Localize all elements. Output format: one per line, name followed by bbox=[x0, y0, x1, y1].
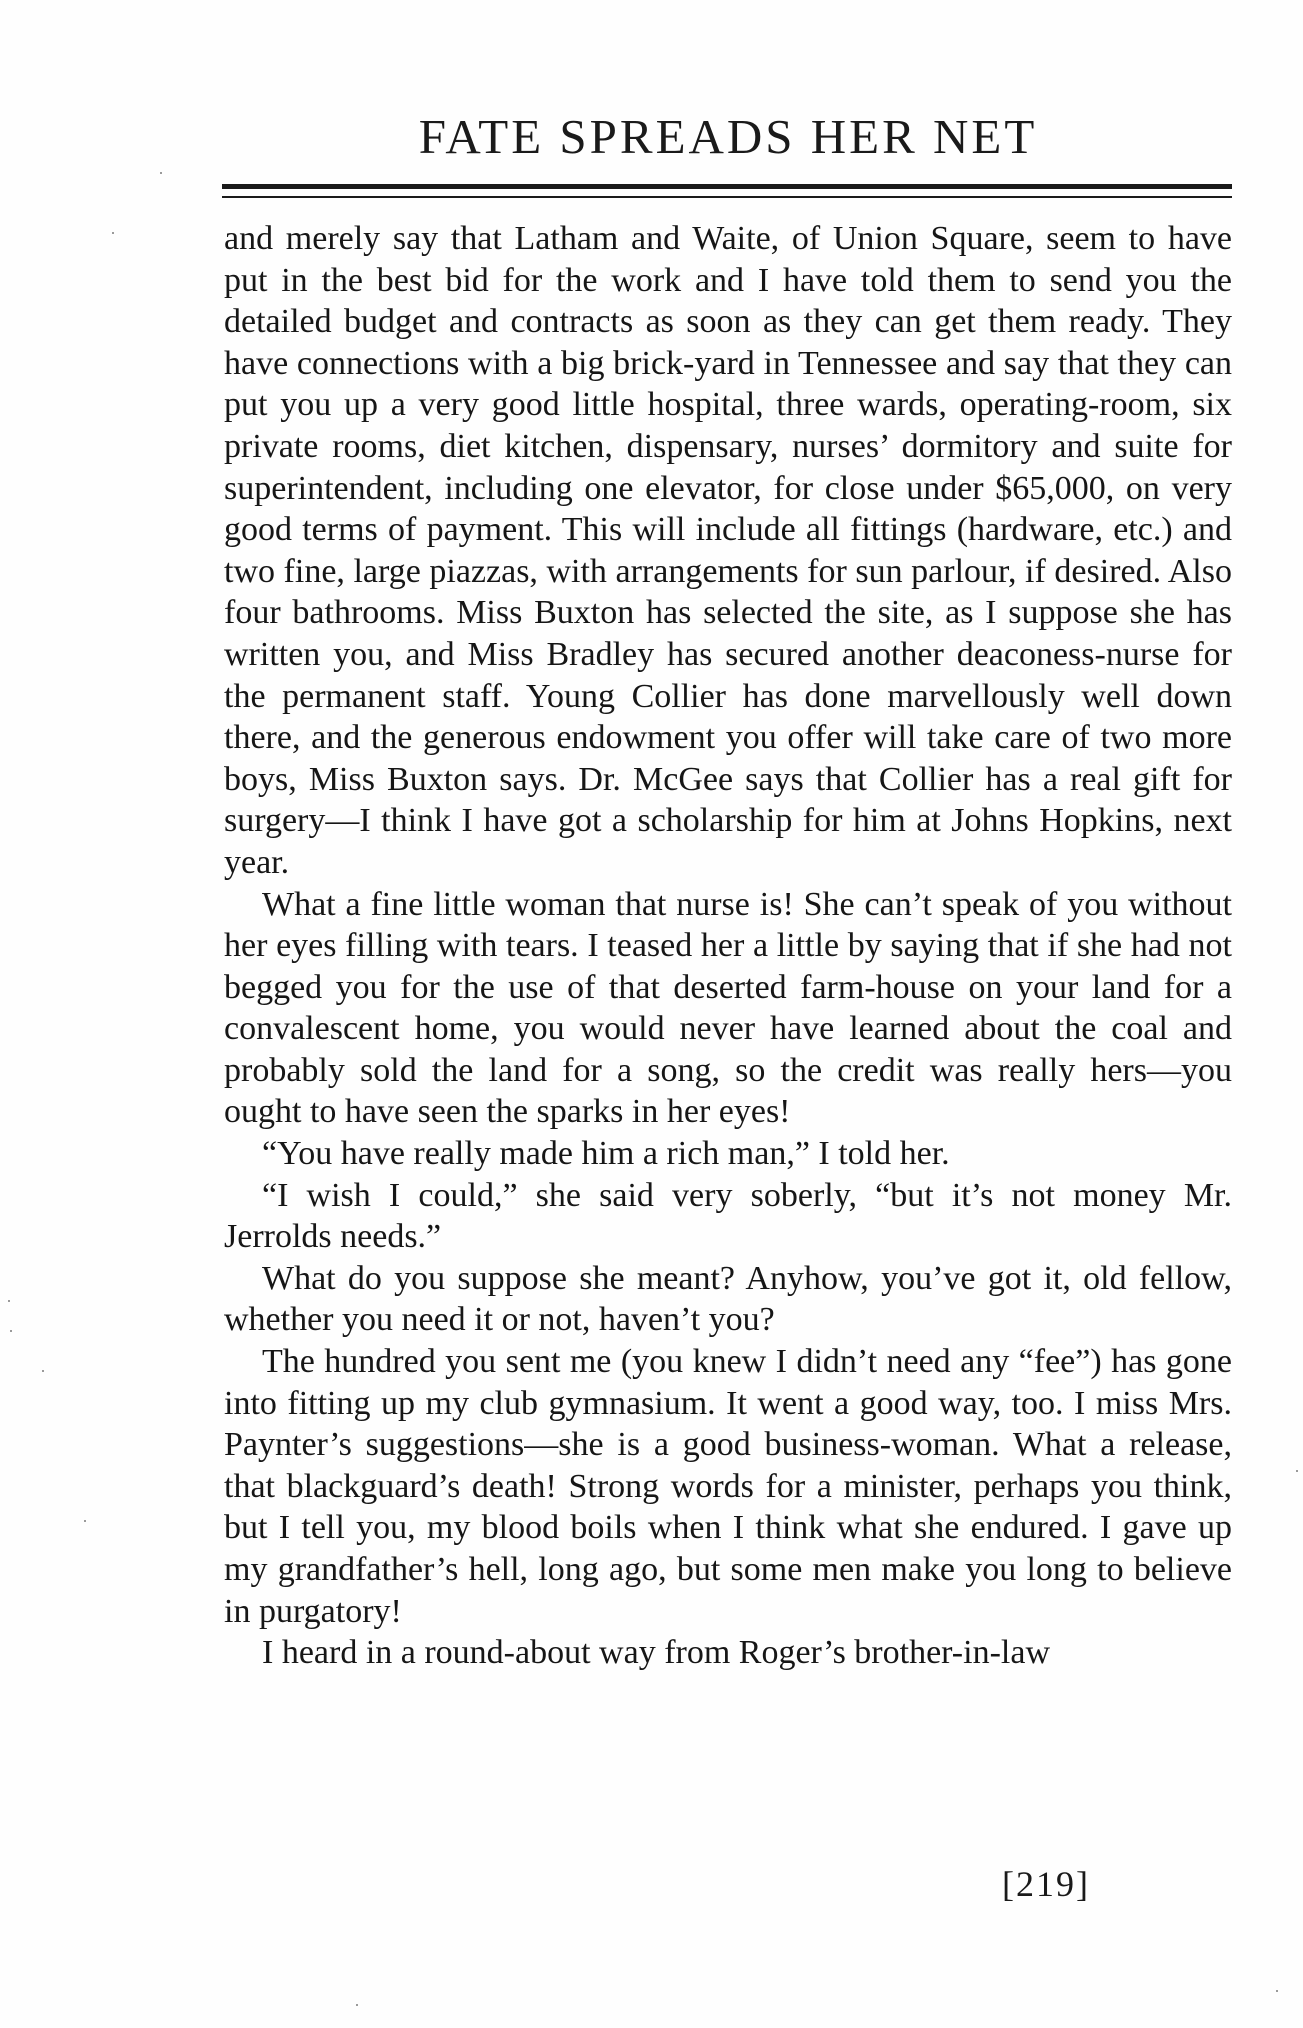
paper-speck bbox=[10, 1330, 12, 1332]
paragraph: I heard in a round-about way from Roger’s brother-in-law bbox=[262, 1634, 1050, 1672]
paper-speck bbox=[42, 1370, 44, 1372]
paragraph: The hundred you sent me (you knew I didn’t need any “fee”) has gone into fitting up my club gymnasium. It went a good way, too. I miss Mrs. Paynter’s suggestions—she is a good business-woman. What a release, that blackguard’s death! Strong words for a minister, perhaps you think, but I tell you, my blood boils when I think what she endured. I gave up my grandfather’s hell, long ago, but some men make you long to believe in purgatory! bbox=[224, 1343, 1232, 1630]
paragraph: What a fine little woman that nurse is! She can’t speak of you without her eyes filling with tears. I teased her a little by saying that if she had not begged you for the use of that deserted farm-house on your land for a convalescent home, you would never have learned about the coal and probably sold the land for a song, so the credit was really hers—you ought to have seen the sparks in her eyes! bbox=[224, 885, 1232, 1131]
paper-speck bbox=[1296, 1470, 1298, 1472]
header-rule-thick bbox=[222, 184, 1232, 189]
paragraph: “You have really made him a rich man,” I told her. bbox=[262, 1135, 950, 1173]
paper-speck bbox=[84, 1520, 86, 1522]
paragraph: “I wish I could,” she said very soberly, “but it’s not money Mr. Jerrolds needs.” bbox=[224, 1176, 1232, 1256]
paper-speck bbox=[356, 2004, 358, 2006]
paper-speck bbox=[112, 232, 114, 234]
paragraph-continued: and merely say that Latham and Waite, of Union Square, seem to have put in the best bid for the work and I have told them to send you the detailed budget and contracts as soon as they can get them ready. They have connections with a big brick-yard in Tennessee and say that they can put you up a very good little hospital, three wards, operating-room, six private rooms, diet kitchen, dispensary, nurses’ dormitory and suite for superintendent, including one elevator, for close under $65,000, on very good terms of payment. This will include all fittings (hardware, etc.) and two fine, large piazzas, with arrangements for sun parlour, if desired. Also four bathrooms. Miss Buxton has selected the site, as I suppose she has written you, and Miss Bradley has secured another deaconess-nurse for the permanent staff. Young Collier has done marvellously well down there, and the generous endowment you offer will take care of two more boys, Miss Buxton says. Dr. McGee says that Collier has a real gift for surgery—I think I have got a scholarship for him at Johns Hopkins, next year. bbox=[224, 220, 1232, 881]
header-rule-thin bbox=[222, 196, 1232, 198]
body-text bbox=[224, 218, 1232, 1674]
paragraph: What do you suppose she meant? Anyhow, you’ve got it, old fellow, whether you need it or not, haven’t you? bbox=[224, 1259, 1232, 1339]
running-head: FATE SPREADS HER NET bbox=[418, 109, 1038, 164]
paper-speck bbox=[8, 1300, 10, 1302]
page-number: [219] bbox=[1002, 1864, 1090, 1904]
paper-speck bbox=[160, 172, 162, 174]
paper-speck bbox=[1276, 1990, 1278, 1992]
